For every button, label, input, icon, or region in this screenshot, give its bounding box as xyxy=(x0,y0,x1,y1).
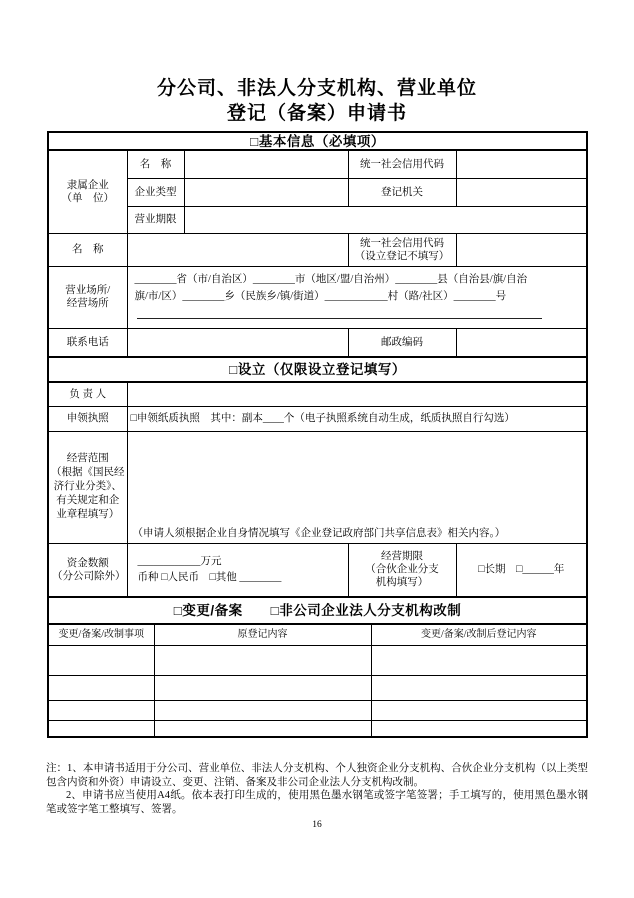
capital-amount-label xyxy=(48,543,127,597)
note-2: 2、申请书应当使用A4纸。依本表打印生成的，使用黑色墨水钢笔或签字笔签署；手工填写的，使用黑色墨水钢笔或签字笔工整填写、签署。 xyxy=(46,790,588,815)
premises-address-field[interactable] xyxy=(127,266,587,328)
section-header-basic-info[interactable]: □基本信息（必填项） xyxy=(48,132,587,150)
affiliate-enterprise-label xyxy=(48,150,127,233)
branch-uscc-label-line2: （设立登记不填写） xyxy=(354,250,450,262)
premises-address-line1[interactable]: ________省（市/自治区）________市（地区/盟/自治州）________县（自治县/旗/自治 xyxy=(134,274,528,285)
page-title xyxy=(0,76,634,126)
license-claim-options[interactable]: □申领纸质执照 其中：副本____个（电子执照系统自动生成，纸质执照自行勾选） xyxy=(127,406,587,431)
branch-uscc-label xyxy=(348,233,456,266)
branch-uscc-field[interactable] xyxy=(456,233,587,266)
branch-uscc-label-line1: 统一社会信用代码 xyxy=(360,237,444,249)
affiliate-name-label: 名 称 xyxy=(127,150,184,178)
change-col-header-original: 原登记内容 xyxy=(154,624,371,645)
business-scope-note: （申请人须根据企业自身情况填写《企业登记政府部门共享信息表》相关内容。） xyxy=(132,527,506,539)
scope-label-line3: 济行业分类》、 xyxy=(53,481,122,492)
change-item-cell[interactable] xyxy=(48,700,154,720)
title-line1: 分公司、非法人分支机构、营业单位 xyxy=(156,78,477,99)
business-scope-label xyxy=(48,431,127,543)
partnership-term-label xyxy=(348,543,456,597)
partnership-term-label-line3: 机构填写） xyxy=(375,577,429,589)
change-original-cell[interactable] xyxy=(154,720,371,737)
capital-amount-field[interactable] xyxy=(127,543,348,597)
title-line2: 登记（备案）申请书 xyxy=(226,103,407,124)
enterprise-type-label: 企业类型 xyxy=(127,178,184,206)
change-after-cell[interactable] xyxy=(371,675,587,700)
capital-currency-options[interactable]: 币种 □人民币 □其他 ________ xyxy=(137,571,282,583)
premises-address-line2[interactable]: 旗/市/区）________乡（民族乡/镇/街道）____________村（路/社区）________号 xyxy=(134,291,507,302)
affiliate-uscc-label: 统一社会信用代码 xyxy=(348,150,456,178)
change-after-cell[interactable] xyxy=(371,645,587,675)
change-filing-table xyxy=(47,596,588,738)
change-col-header-item: 变更/备案/改制事项 xyxy=(48,624,154,645)
page-number: 16 xyxy=(312,820,322,830)
enterprise-type-field[interactable] xyxy=(184,178,348,206)
branch-name-label: 名 称 xyxy=(48,233,127,266)
application-form-table xyxy=(47,131,586,738)
change-col-header-after: 变更/备案/改制后登记内容 xyxy=(371,624,587,645)
principal-label: 负 责 人 xyxy=(48,382,127,406)
change-item-cell[interactable] xyxy=(48,720,154,737)
section-header-change[interactable]: □变更/备案 □非公司企业法人分支机构改制 xyxy=(48,597,587,624)
postcode-label: 邮政编码 xyxy=(348,328,456,357)
premises-label xyxy=(48,266,127,328)
change-after-cell[interactable] xyxy=(371,720,587,737)
change-original-cell[interactable] xyxy=(154,700,371,720)
partnership-term-label-line2: （合伙企业分支 xyxy=(365,564,439,576)
capital-label-line1: 资金数额 xyxy=(66,557,109,569)
registration-authority-field[interactable] xyxy=(456,178,587,206)
branch-name-field[interactable] xyxy=(127,233,348,266)
change-item-cell[interactable] xyxy=(48,645,154,675)
affiliate-label-line2: （单 位） xyxy=(61,192,114,204)
scope-label-line2: （根据《国民经 xyxy=(51,467,125,478)
license-claim-label: 申领执照 xyxy=(48,406,127,431)
registration-authority-label: 登记机关 xyxy=(348,178,456,206)
partnership-term-label-line1: 经营期限 xyxy=(381,551,423,563)
note-1: 注：1、本申请书适用于分公司、营业单位、非法人分支机构、个人独资企业分支机构、合伙企业分支机构（以上类型包含内资和外资）申请设立、变更、注销、备案及非公司企业法人分支机构改制。 xyxy=(46,763,588,788)
change-original-cell[interactable] xyxy=(154,675,371,700)
basic-and-establish-table xyxy=(47,131,588,598)
business-scope-field[interactable] xyxy=(127,431,587,543)
business-term-field[interactable] xyxy=(184,206,587,233)
section-header-establish[interactable]: □设立（仅限设立登记填写） xyxy=(48,357,587,382)
principal-field[interactable] xyxy=(127,382,587,406)
scope-label-line4: 有关规定和企 xyxy=(56,495,120,506)
change-after-cell[interactable] xyxy=(371,700,587,720)
contact-phone-label: 联系电话 xyxy=(48,328,127,357)
affiliate-uscc-field[interactable] xyxy=(456,150,587,178)
premises-label-line1: 营业场所/ xyxy=(65,285,111,296)
premises-label-line2: 经营场所 xyxy=(66,298,109,309)
capital-amount-blank[interactable]: ____________万元 xyxy=(137,555,222,567)
scope-label-line5: 业章程填写） xyxy=(56,509,120,520)
postcode-field[interactable] xyxy=(456,328,587,357)
affiliate-name-field[interactable] xyxy=(184,150,348,178)
form-notes xyxy=(46,762,588,816)
partnership-term-options[interactable]: □长期 □______年 xyxy=(456,543,587,597)
contact-phone-field[interactable] xyxy=(127,328,348,357)
change-item-cell[interactable] xyxy=(48,675,154,700)
business-term-label: 营业期限 xyxy=(127,206,184,233)
scope-label-line1: 经营范围 xyxy=(66,453,109,464)
affiliate-label-line1: 隶属企业 xyxy=(66,179,109,191)
premises-address-write-line[interactable] xyxy=(137,307,542,319)
capital-label-line2: （分公司除外） xyxy=(52,570,126,582)
change-original-cell[interactable] xyxy=(154,645,371,675)
